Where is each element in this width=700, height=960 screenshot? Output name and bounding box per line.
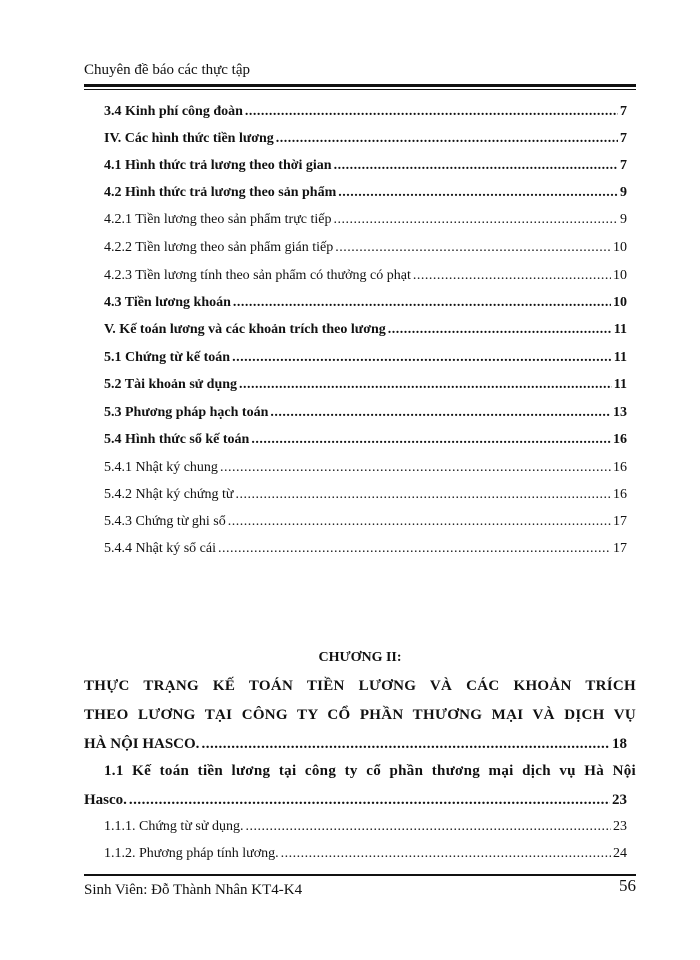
- toc-entry-page: 11: [613, 350, 627, 365]
- footer-page-number: 56: [619, 876, 636, 895]
- toc-entry[interactable]: [84, 790, 627, 810]
- toc-leader: [388, 320, 612, 340]
- toc-leader: [270, 403, 611, 423]
- toc-entry[interactable]: [104, 375, 627, 395]
- toc-entry-label: 5.3 Phương pháp hạch toán: [104, 405, 269, 420]
- toc-entry-label: IV. Các hình thức tiền lương: [104, 131, 274, 146]
- toc-entry-label: 5.1 Chứng từ kế toán: [104, 350, 231, 365]
- toc-entry[interactable]: [104, 512, 627, 532]
- toc-entry-label: 4.2.2 Tiền lương theo sản phẩm gián tiếp: [104, 240, 334, 255]
- toc-entry-page: 16: [613, 460, 627, 475]
- toc-entry[interactable]: [104, 156, 627, 176]
- toc-leader: [228, 512, 611, 532]
- toc-entry[interactable]: [104, 320, 627, 340]
- toc-entry-label: 1.1.2. Phương pháp tính lương.: [104, 846, 279, 861]
- toc-entry-page: 23: [612, 792, 627, 808]
- toc-entry-label: 5.4.1 Nhật ký chung: [104, 460, 218, 475]
- toc-entry-page: 17: [613, 541, 627, 556]
- toc-entry-label: 4.1 Hình thức trả lương theo thời gian: [104, 158, 332, 173]
- toc-entry-page: 10: [613, 268, 627, 283]
- toc-entry-page: 24: [613, 846, 627, 861]
- toc-entry-page: 9: [620, 185, 627, 200]
- toc-entry-page: 23: [613, 819, 627, 834]
- toc-leader: [232, 348, 612, 368]
- toc-leader: [276, 129, 618, 149]
- toc-entry-label: 4.2 Hình thức trả lương theo sản phẩm: [104, 185, 337, 200]
- toc-leader: [334, 156, 618, 176]
- toc-entry[interactable]: [104, 293, 627, 313]
- toc-leader: [218, 539, 611, 559]
- toc-entry[interactable]: [104, 844, 627, 864]
- toc-entry[interactable]: [104, 266, 627, 286]
- toc-entry-label: 1.1.1. Chứng từ sử dụng.: [104, 819, 244, 834]
- toc-entry-label: 3.4 Kinh phí công đoàn: [104, 104, 243, 119]
- toc-entry-label: 5.4 Hình thức sổ kế toán: [104, 432, 250, 447]
- toc-entry-label: 5.4.3 Chứng từ ghi sổ: [104, 514, 226, 529]
- toc-entry-page: 7: [620, 104, 627, 119]
- toc-entry[interactable]: [104, 458, 627, 478]
- toc-leader: [335, 238, 611, 258]
- toc-entry[interactable]: [104, 129, 627, 149]
- toc-entry[interactable]: [104, 102, 627, 122]
- toc-leader: [239, 375, 612, 395]
- toc-entry-page: 10: [613, 295, 627, 310]
- toc-entry-page: 13: [613, 405, 627, 420]
- section-title-line: Hasco.: [84, 792, 127, 808]
- toc-entry[interactable]: [84, 734, 627, 754]
- toc-leader: [201, 734, 610, 754]
- toc-entry-page: 10: [613, 240, 627, 255]
- toc-entry[interactable]: [104, 817, 627, 837]
- chapter-heading: CHƯƠNG II:: [318, 650, 402, 665]
- toc-entry-page: 11: [613, 322, 627, 337]
- toc-entry-page: 9: [620, 212, 627, 227]
- header-rule-thin: [84, 89, 636, 90]
- toc-entry-label: 5.4.2 Nhật ký chứng từ: [104, 487, 234, 502]
- section-title-line: 1.1 Kế toán tiền lương tại công ty cổ phần thương mại dịch vụ Hà Nội: [104, 763, 636, 779]
- toc-leader: [233, 293, 611, 313]
- toc-entry[interactable]: [104, 210, 627, 230]
- chapter-title-line: HÀ NỘI HASCO.: [84, 736, 200, 752]
- toc-entry-page: 7: [620, 131, 627, 146]
- toc-entry[interactable]: [104, 539, 627, 559]
- toc-leader: [251, 430, 611, 450]
- toc-entry-label: 5.2 Tài khoản sử dụng: [104, 377, 238, 392]
- toc-entry-label: V. Kế toán lương và các khoản trích theo lương: [104, 322, 386, 337]
- toc-entry-page: 16: [613, 487, 627, 502]
- toc-entry-page: 16: [613, 432, 627, 447]
- toc-entry-page: 17: [613, 514, 627, 529]
- toc-entry[interactable]: [104, 403, 627, 423]
- toc-leader: [245, 102, 618, 122]
- footer-rule: [84, 874, 636, 876]
- header-rule: [84, 84, 636, 87]
- toc-leader: [281, 844, 611, 864]
- toc-entry[interactable]: [104, 238, 627, 258]
- toc-leader: [236, 485, 612, 505]
- toc-entry-label: 4.2.1 Tiền lương theo sản phẩm trực tiếp: [104, 212, 332, 227]
- toc-entry-page: 11: [613, 377, 627, 392]
- chapter-title-line: THEO LƯƠNG TẠI CÔNG TY CỔ PHẦN THƯƠNG MẠI VÀ DỊCH VỤ: [84, 707, 636, 723]
- toc-entry-label: 4.3 Tiền lương khoán: [104, 295, 231, 310]
- toc-leader: [245, 817, 611, 837]
- toc-entry-page: 18: [612, 736, 627, 752]
- footer-student-info: Sinh Viên: Đỗ Thành Nhân KT4-K4: [84, 882, 303, 898]
- header-title: Chuyên đề báo các thực tập: [84, 62, 250, 78]
- chapter-title-line: THỰC TRẠNG KẾ TOÁN TIỀN LƯƠNG VÀ CÁC KHOẢN TRÍCH: [84, 678, 636, 694]
- toc-entry[interactable]: [104, 183, 627, 203]
- toc-entry[interactable]: [104, 348, 627, 368]
- toc-entry-page: 7: [620, 158, 627, 173]
- toc-leader: [334, 210, 618, 230]
- toc-entry[interactable]: [104, 485, 627, 505]
- toc-leader: [129, 790, 610, 810]
- toc-leader: [413, 266, 611, 286]
- toc-leader: [338, 183, 618, 203]
- toc-leader: [220, 458, 611, 478]
- toc-entry-label: 4.2.3 Tiền lương tính theo sản phẩm có thưởng có phạt: [104, 268, 411, 283]
- toc-entry-label: 5.4.4 Nhật ký sổ cái: [104, 541, 216, 556]
- toc-entry[interactable]: [104, 430, 627, 450]
